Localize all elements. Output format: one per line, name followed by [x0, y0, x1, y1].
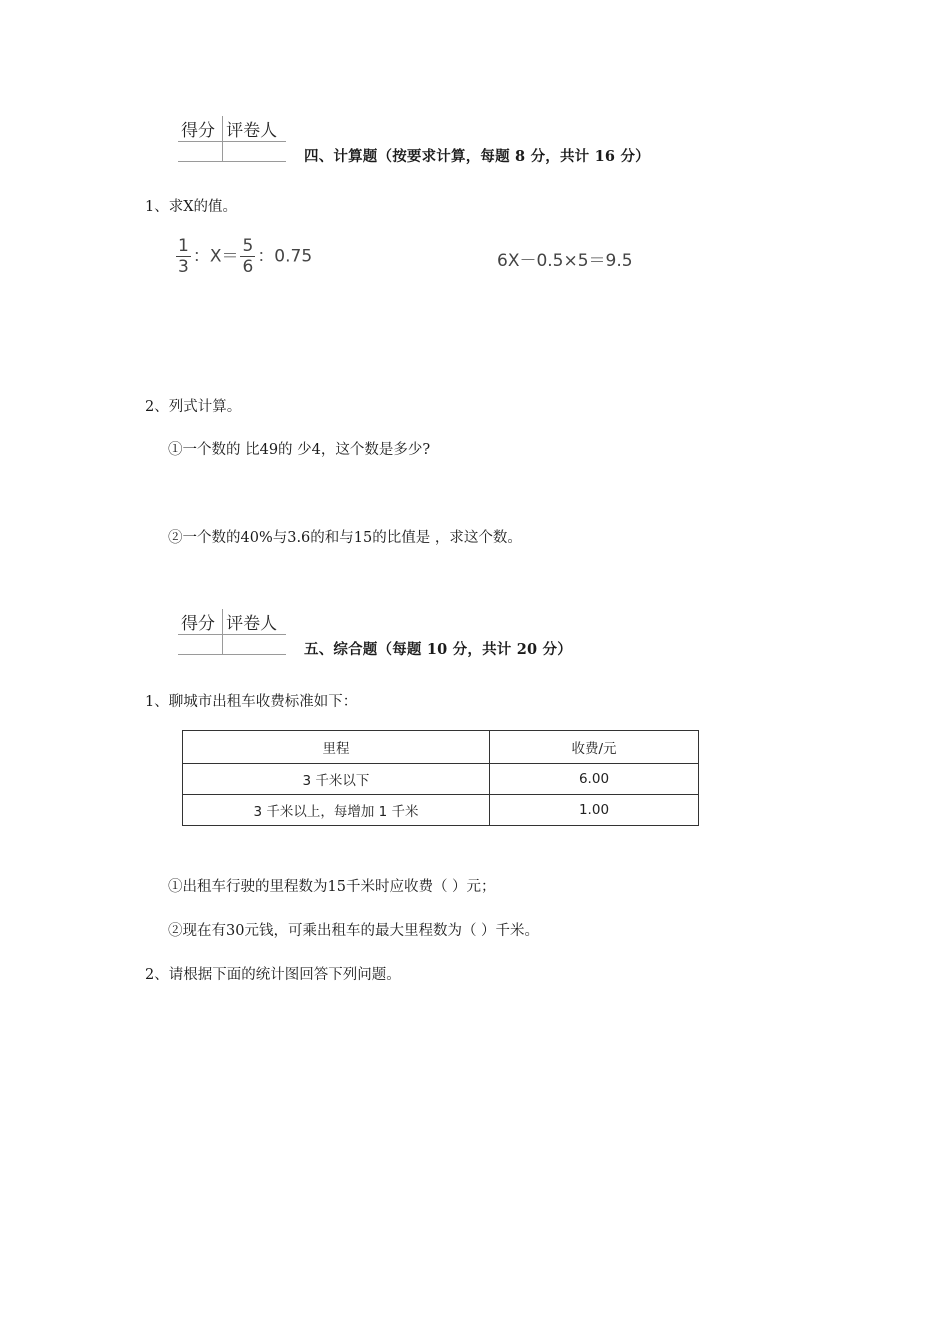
cell-distance: 3 千米以上，每增加 1 千米 [183, 795, 490, 826]
eq1-tail: ：0.75 [257, 246, 313, 267]
fraction-1-3: $\frac{1}{3}$ [178, 236, 189, 277]
s5-q1-sub1: ①出租车行驶的里程数为15千米时应收费（ ）元； [168, 879, 496, 895]
fare-table-header [183, 731, 699, 764]
header-distance: 里程 [183, 731, 490, 764]
s4-q2-label: 2、列式计算。 [145, 399, 242, 415]
score-box-section5 [178, 609, 286, 655]
score-cell [178, 635, 223, 655]
score-box-section4 [178, 116, 286, 162]
s5-q1-label: 1、聊城市出租车收费标准如下： [145, 694, 358, 710]
s5-q1-sub2: ②现在有30元钱，可乘出租车的最大里程数为（ ）千米。 [168, 923, 540, 939]
cell-fare: 1.00 [490, 795, 699, 826]
grader-cell [223, 635, 286, 655]
s4-q1-equation-1 [174, 236, 312, 277]
s4-q1-label: 1、求X的值。 [145, 199, 238, 215]
grader-label: 评卷人 [223, 116, 286, 142]
score-label: 得分 [178, 609, 223, 635]
eq1-middle: ：X＝ [192, 246, 239, 267]
score-label: 得分 [178, 116, 223, 142]
cell-fare: 6.00 [490, 764, 699, 795]
table-row [183, 764, 699, 795]
cell-distance: 3 千米以下 [183, 764, 490, 795]
fraction-5-6: $\frac{5}{6}$ [242, 236, 254, 277]
header-fare: 收费/元 [490, 731, 699, 764]
section5-title: 五、综合题（每题 10 分，共计 20 分） [304, 641, 572, 658]
score-cell [178, 142, 223, 162]
s5-q2-label: 2、请根据下面的统计图回答下列问题。 [145, 967, 401, 983]
grader-label: 评卷人 [223, 609, 286, 635]
grader-cell [223, 142, 286, 162]
s4-q1-equation-2: 6X－0.5×5＝9.5 [497, 251, 633, 271]
fare-table [182, 730, 699, 826]
table-row [183, 795, 699, 826]
s4-q2-sub2: ②一个数的40%与3.6的和与15的比值是 ，求这个数。 [168, 530, 522, 546]
s4-q2-sub1: ①一个数的 比49的 少4，这个数是多少? [168, 442, 431, 458]
section4-title: 四、计算题（按要求计算，每题 8 分，共计 16 分） [304, 148, 650, 165]
